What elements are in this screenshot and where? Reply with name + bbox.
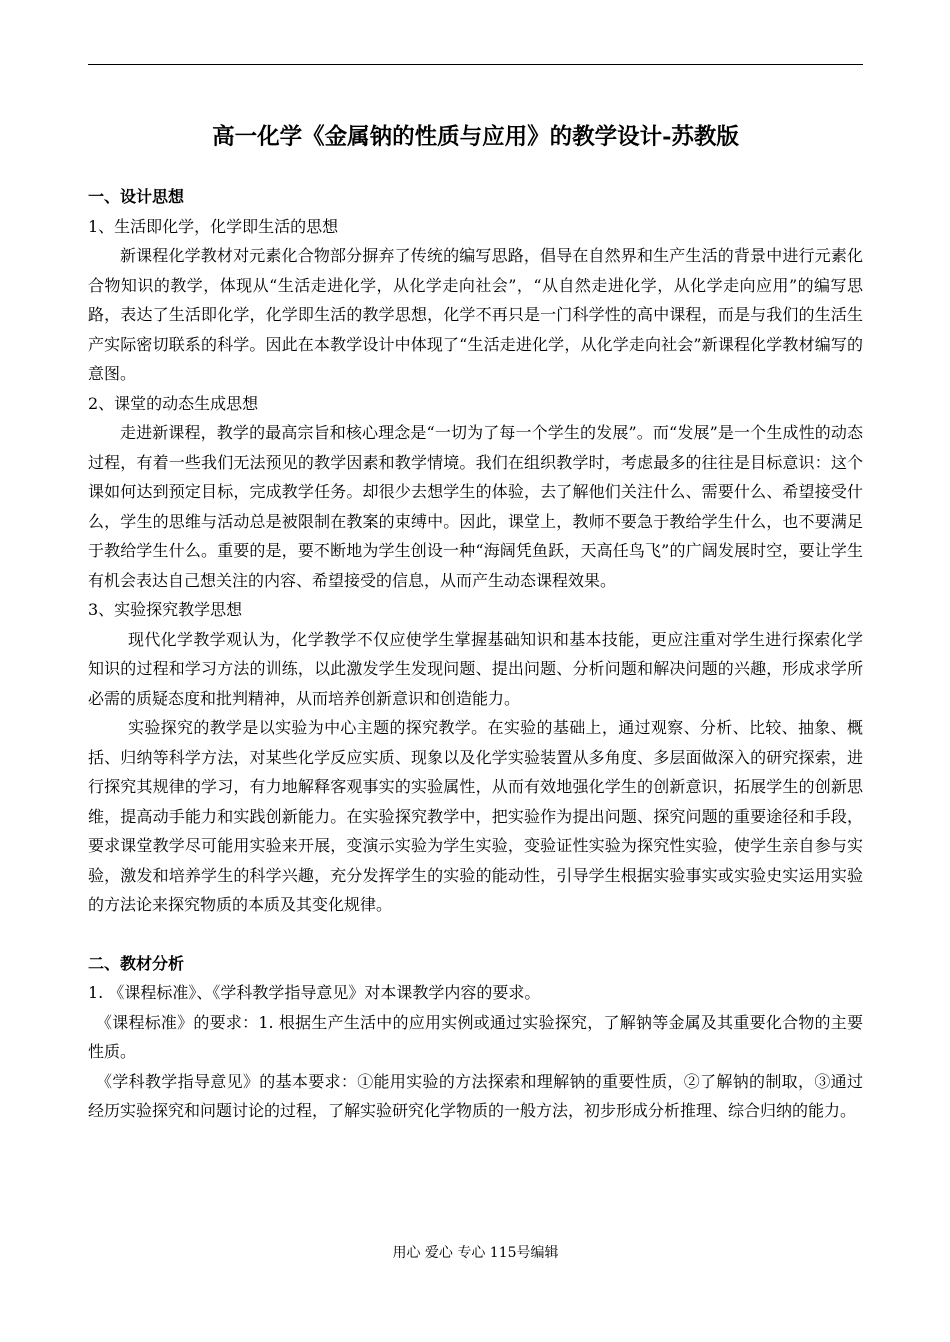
paragraph-teaching-guidance: 《学科教学指导意见》的基本要求：①能用实验的方法探索和理解钠的重要性质，②了解钠的制取，③通过经历实验探究和问题讨论的过程，了解实验研究化学物质的一般方法，初步形成分析推理、综合归纳的能力。	[88, 1071, 863, 1120]
subheading-experimental-inquiry: 3、实验探究教学思想	[88, 600, 243, 619]
subheading-dynamic-generation: 2、课堂的动态生成思想	[88, 393, 259, 413]
header-rule	[88, 64, 863, 65]
list-item-requirements: 1. 《课程标准》、《学科教学指导意见》对本课教学内容的要求。	[88, 983, 541, 1002]
document-body	[88, 182, 863, 1126]
document-title: 高一化学《金属钠的性质与应用》的教学设计-苏教版	[212, 124, 739, 150]
paragraph-dynamic-generation: 走进新课程，教学的最高宗旨和核心理念是“一切为了每一个学生的发展”。而“发展”是一个生成性的动态过程，有着一些我们无法预见的教学因素和教学情境。我们在组织教学时，考虑最多的往往是目标意识：这个课如何达到预定目标，完成教学任务。却很少去想学生的体验，去了解他们关注什么、需要什么、希望接受什么，学生的思维与活动总是被限制在教案的束缚中。因此，课堂上，教师不要急于教给学生什么，也不要满足于教给学生什么。重要的是，要不断地为学生创设一种“海阔凭鱼跃，天高任鸟飞”的广阔发展时空，要让学生有机会表达自己想关注的内容、希望接受的信息，从而产生动态课程效果。	[88, 423, 863, 590]
paragraph-curriculum-standard: 《课程标准》的要求：1. 根据生产生活中的应用实例或通过实验探究，了解钠等金属及其重要化合物的主要性质。	[88, 1012, 863, 1061]
section-heading-design-idea: 一、设计思想	[88, 187, 185, 206]
paragraph-inquiry-teaching: 实验探究的教学是以实验为中心主题的探究教学。在实验的基础上，通过观察、分析、比较、抽象、概括、归纳等科学方法，对某些化学反应实质、现象以及化学实验装置从多角度、多层面做深入的研究探索，进行探究其规律的学习，有力地解释客观事实的实验属性，从而有效地强化学生的创新意识，拓展学生的创新思维，提高动手能力和实践创新能力。在实验探究教学中，把实验作为提出问题、探究问题的重要途径和手段，要求课堂教学尽可能用实验来开展，变演示实验为学生实验，变验证性实验为探究性实验，使学生亲自参与实验，激发和培养学生的科学兴趣，充分发挥学生的实验的能动性，引导学生根据实验事实或实验史实运用实验的方法论来探究物质的本质及其变化规律。	[88, 718, 863, 914]
section-heading-material-analysis: 二、教材分析	[88, 953, 185, 973]
page-footer: 用心 爱心 专心 115号编辑	[392, 1245, 559, 1261]
paragraph-life-chemistry: 新课程化学教材对元素化合物部分摒弃了传统的编写思路，倡导在自然界和生产生活的背景中进行元素化合物知识的教学，体现从“生活走进化学，从化学走向社会”，“从自然走进化学，从化学走向应用”的编写思路，表达了生活即化学，化学即生活的教学思想，化学不再只是一门科学性的高中课程，而是与我们的生活生产实际密切联系的科学。因此在本教学设计中体现了“生活走进化学，从化学走向社会”新课程化学教材编写的意图。	[88, 246, 863, 383]
section-spacer	[88, 920, 863, 949]
paragraph-modern-teaching: 现代化学教学观认为，化学教学不仅应使学生掌握基础知识和基本技能，更应注重对学生进行探索化学知识的过程和学习方法的训练，以此激发学生发现问题、提出问题、分析问题和解决问题的兴趣，形成求学所必需的质疑态度和批判精神，从而培养创新意识和创造能力。	[88, 629, 863, 708]
subheading-life-chemistry: 1、生活即化学，化学即生活的思想	[88, 216, 339, 236]
